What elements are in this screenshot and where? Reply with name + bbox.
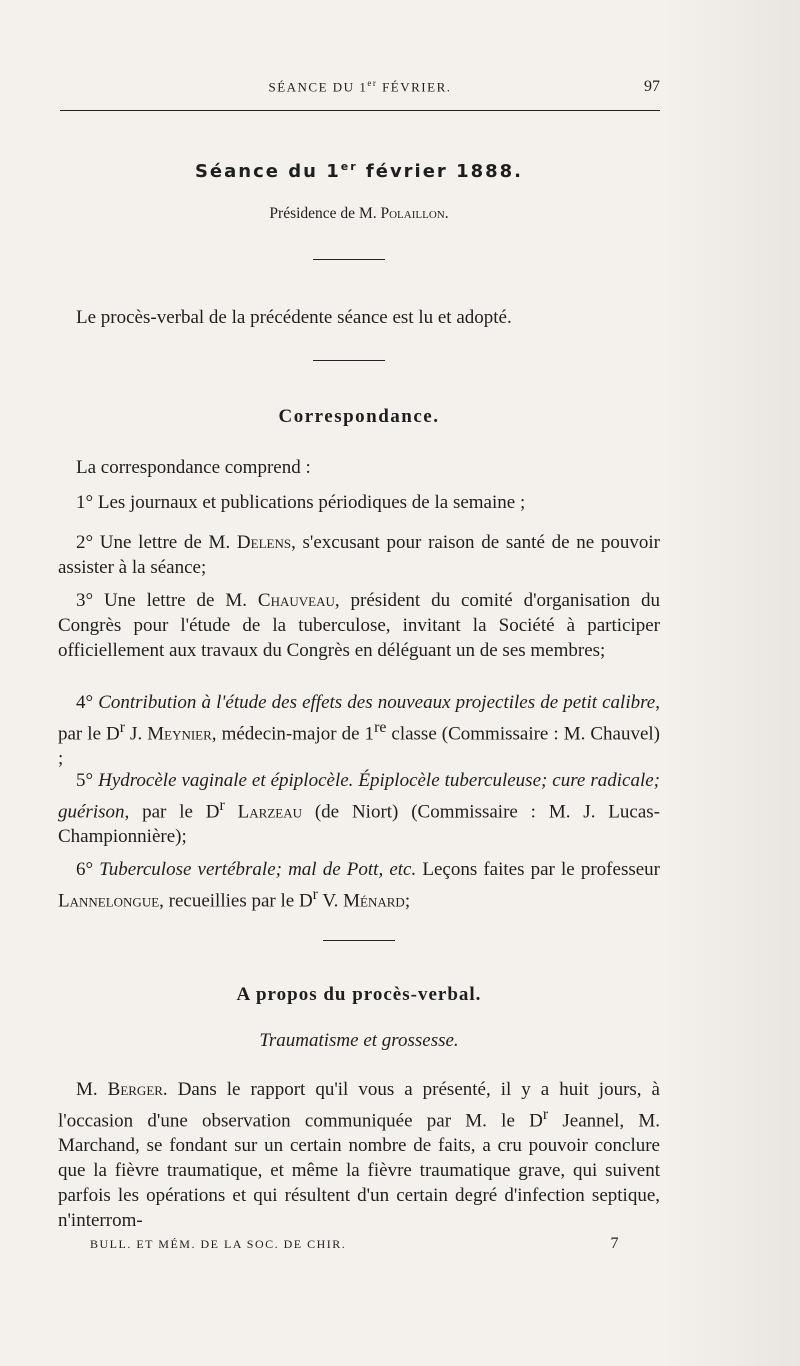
item-text: V. [317,890,344,912]
work-title: Contribution à l'étude des effets des nouveaux projectiles de petit calibre [98,692,656,713]
berger-paragraph [58,1077,660,1233]
item-text: , par le D [124,801,220,823]
sup-text: r [219,797,225,814]
section-divider [323,940,395,941]
item-text: J. [125,723,148,745]
item-text: , président du comité d'organisation du Congrès pour l'étude de la tuberculose, invitant la Société à participer officiellement aux travaux du Congrès en déléguant un de ses membres; [58,590,661,661]
running-title-text: SÉANCE DU 1 [268,79,368,95]
item-text: Leçons faites par le professeur [416,859,660,880]
minutes-adopted: Le procès-verbal de la précédente séance est lu et adopté. [76,307,512,328]
person-name: Meynier [147,723,212,745]
page-number: 97 [644,78,660,95]
item-text: 4° [76,692,99,713]
item-text: , par le D [58,692,660,745]
item-text: classe (Commissaire : M. Chauvel) ; [58,723,661,770]
paragraph-text: Jeannel, M. Marchand, se fondant sur un certain nombre de faits, a cru pouvoir conclure que la fièvre traumatique, et même la fièvre traumatique grave, qui suivent parfois les opérations et qui résultent d'un certain degré d'infection septique, n'interrom- [58,1110,660,1232]
paragraph-text: Dans le rapport qu'il vous a présenté, il y a huit jours, à l'occasion d'une observation communiquée par M. le D [58,1079,660,1132]
correspondence-heading: Correspondance. [278,406,440,427]
running-title-sup: er [367,78,378,88]
section-divider [313,259,385,260]
sup-text: re [374,719,387,736]
person-name: Delens [236,532,292,553]
sup-text: r [542,1106,549,1123]
session-title-sup: er [340,160,358,173]
running-title [60,78,660,95]
presidency-line [58,205,660,223]
item-text: 3° Une lettre de M. [76,590,258,611]
person-name: Larzeau [237,801,302,823]
item-text: 5° [76,770,99,791]
correspondence-item [58,857,660,913]
item-text: (de Niort) (Commissaire : M. J. Lucas-Championnière); [58,801,661,848]
correspondence-item [58,690,660,771]
person-name: Lannelongue [58,890,160,912]
correspondence-item [58,768,660,849]
person-name: Ménard [343,890,405,912]
session-title-text-end: février 1888. [357,161,524,182]
item-text: , recueillies par le D [159,890,313,912]
running-header [60,78,660,100]
sup-text: r [119,719,126,736]
correspondence-item [58,530,660,580]
person-name: Chauveau [257,590,335,611]
correspondence-item: 1° Les journaux et publications périodiques de la semaine ; [76,492,526,513]
header-rule [60,110,660,111]
president-name: Polaillon. [380,205,449,222]
presidency-label: Présidence de M. [269,205,381,222]
page-footer [90,1237,620,1257]
item-text [225,801,238,822]
correspondence-intro: La correspondance comprend : [76,457,311,478]
speaker-name: M. Berger. [76,1079,168,1100]
item-text: , s'excusant pour raison de santé de ne pouvoir assister à la séance; [58,532,660,578]
work-title: Hydrocèle vaginale et épiplocèle. Épiplocèle tuberculeuse; cure radicale; guérison [58,770,660,823]
session-title [58,160,660,182]
propos-heading: A propos du procès-verbal. [236,984,482,1005]
paper-edge-shading [660,0,800,1366]
work-title: Tuberculose vertébrale; mal de Pott, etc. [99,859,417,880]
running-title-text-end: FÉVRIER. [377,79,452,95]
footer-text: BULL. ET MÉM. DE LA SOC. DE CHIR. [90,1237,347,1251]
signature-number: 7 [610,1235,620,1252]
propos-subheading: Traumatisme et grossesse. [259,1030,459,1051]
session-title-text: Séance du 1 [194,161,341,182]
correspondence-item [58,588,660,663]
item-text: , médecin-major de 1 [211,723,375,745]
section-divider [313,360,385,361]
sup-text: r [312,886,318,903]
item-text: ; [404,890,411,912]
item-text: 2° Une lettre de M. [76,532,237,553]
item-text: 6° [76,859,100,880]
